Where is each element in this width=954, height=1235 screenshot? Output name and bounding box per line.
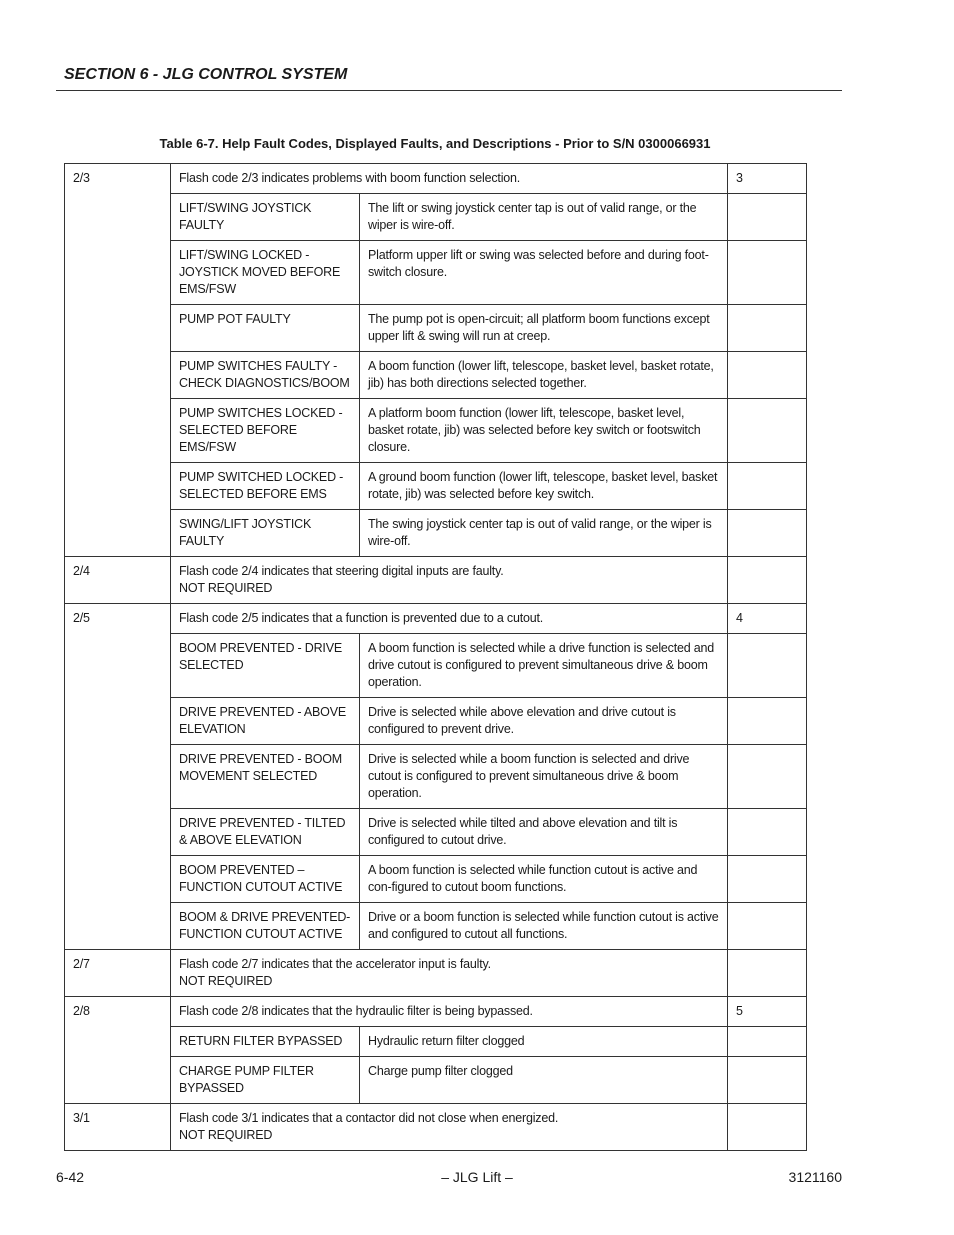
flash-code-summary — [171, 604, 728, 634]
displayed-fault: PUMP SWITCHES FAULTY - CHECK DIAGNOSTICS/BOOM — [171, 352, 360, 399]
priority-cell-empty — [728, 399, 807, 463]
displayed-fault: BOOM & DRIVE PREVENTED-FUNCTION CUTOUT ACTIVE — [171, 903, 360, 950]
table-row — [65, 352, 807, 399]
priority-cell-empty — [728, 241, 807, 305]
priority-cell-empty — [728, 463, 807, 510]
priority-cell: 4 — [728, 604, 807, 634]
table-row — [65, 557, 807, 604]
fault-description: The lift or swing joystick center tap is out of valid range, or the wiper is wire-off. — [360, 194, 728, 241]
flash-code: 2/5 — [65, 604, 171, 950]
fault-description: A boom function (lower lift, telescope, basket level, basket rotate, jib) has both directions selected together. — [360, 352, 728, 399]
displayed-fault: DRIVE PREVENTED - BOOM MOVEMENT SELECTED — [171, 745, 360, 809]
table-row — [65, 997, 807, 1027]
fault-description: A boom function is selected while function cutout is active and con-figured to cutout boom functions. — [360, 856, 728, 903]
summary-text: Flash code 2/4 indicates that steering digital inputs are faulty. — [179, 564, 504, 578]
fault-description: A platform boom function (lower lift, telescope, basket level, basket rotate, jib) was selected before key switch or footswitch closure. — [360, 399, 728, 463]
priority-cell — [728, 950, 807, 997]
displayed-fault: PUMP SWITCHED LOCKED - SELECTED BEFORE EMS — [171, 463, 360, 510]
fault-codes-table — [64, 163, 807, 1151]
priority-cell: 3 — [728, 164, 807, 194]
fault-description: Platform upper lift or swing was selected before and during foot-switch closure. — [360, 241, 728, 305]
flash-code: 2/8 — [65, 997, 171, 1104]
flash-code-summary — [171, 1104, 728, 1151]
summary-text: Flash code 2/5 indicates that a function is prevented due to a cutout. — [179, 611, 544, 625]
priority-cell-empty — [728, 305, 807, 352]
priority-cell — [728, 557, 807, 604]
table-caption: Table 6-7. Help Fault Codes, Displayed Faults, and Descriptions - Prior to S/N 0300066931 — [159, 136, 711, 151]
page-number: 6-42 — [56, 1169, 85, 1185]
flash-code-summary — [171, 950, 728, 997]
displayed-fault: CHARGE PUMP FILTER BYPASSED — [171, 1057, 360, 1104]
flash-code-summary — [171, 164, 728, 194]
priority-cell-empty — [728, 745, 807, 809]
priority-cell-empty — [728, 903, 807, 950]
footer-center-text: – JLG Lift – — [441, 1169, 513, 1185]
fault-description: A ground boom function (lower lift, telescope, basket level, basket rotate, jib) was selected before key switch. — [360, 463, 728, 510]
table-row — [65, 241, 807, 305]
fault-description: Drive or a boom function is selected while function cutout is active and configured to cutout all functions. — [360, 903, 728, 950]
summary-text: Flash code 3/1 indicates that a contactor did not close when energized. — [179, 1111, 559, 1125]
fault-description: Drive is selected while above elevation and drive cutout is configured to prevent drive. — [360, 698, 728, 745]
table-row — [65, 1057, 807, 1104]
priority-cell-empty — [728, 1027, 807, 1057]
displayed-fault: PUMP POT FAULTY — [171, 305, 360, 352]
fault-description: Charge pump filter clogged — [360, 1057, 728, 1104]
fault-description: The swing joystick center tap is out of valid range, or the wiper is wire-off. — [360, 510, 728, 557]
section-title: SECTION 6 - JLG CONTROL SYSTEM — [64, 66, 348, 83]
table-row — [65, 463, 807, 510]
displayed-fault: DRIVE PREVENTED - ABOVE ELEVATION — [171, 698, 360, 745]
flash-code: 3/1 — [65, 1104, 171, 1151]
table-row — [65, 604, 807, 634]
priority-cell-empty — [728, 194, 807, 241]
displayed-fault: DRIVE PREVENTED - TILTED & ABOVE ELEVATION — [171, 809, 360, 856]
table-row — [65, 1027, 807, 1057]
priority-cell-empty — [728, 510, 807, 557]
table-row — [65, 1104, 807, 1151]
displayed-fault: SWING/LIFT JOYSTICK FAULTY — [171, 510, 360, 557]
fault-description: A boom function is selected while a drive function is selected and drive cutout is configured to prevent simultaneous drive & boom operation. — [360, 634, 728, 698]
table-row — [65, 745, 807, 809]
summary-note: NOT REQUIRED — [179, 974, 273, 988]
table-row — [65, 950, 807, 997]
summary-note: NOT REQUIRED — [179, 581, 273, 595]
fault-description: Drive is selected while a boom function is selected and drive cutout is configured to prevent simultaneous drive & boom operation. — [360, 745, 728, 809]
summary-text: Flash code 2/3 indicates problems with boom function selection. — [179, 171, 521, 185]
table-row — [65, 903, 807, 950]
priority-cell-empty — [728, 698, 807, 745]
table-row — [65, 698, 807, 745]
flash-code: 2/3 — [65, 164, 171, 557]
table-row — [65, 399, 807, 463]
fault-description: Drive is selected while tilted and above elevation and tilt is configured to cutout drive. — [360, 809, 728, 856]
table-row — [65, 305, 807, 352]
priority-cell-empty — [728, 856, 807, 903]
displayed-fault: LIFT/SWING JOYSTICK FAULTY — [171, 194, 360, 241]
table-row — [65, 634, 807, 698]
summary-text: Flash code 2/7 indicates that the accelerator input is faulty. — [179, 957, 491, 971]
document-number: 3121160 — [788, 1169, 842, 1185]
displayed-fault: BOOM PREVENTED - DRIVE SELECTED — [171, 634, 360, 698]
fault-description: The pump pot is open-circuit; all platform boom functions except upper lift & swing will run at creep. — [360, 305, 728, 352]
table-row — [65, 856, 807, 903]
flash-code: 2/4 — [65, 557, 171, 604]
displayed-fault: PUMP SWITCHES LOCKED - SELECTED BEFORE EMS/FSW — [171, 399, 360, 463]
displayed-fault: LIFT/SWING LOCKED - JOYSTICK MOVED BEFORE EMS/FSW — [171, 241, 360, 305]
flash-code-summary — [171, 997, 728, 1027]
fault-description: Hydraulic return filter clogged — [360, 1027, 728, 1057]
table-row — [65, 510, 807, 557]
summary-text: Flash code 2/8 indicates that the hydraulic filter is being bypassed. — [179, 1004, 533, 1018]
flash-code: 2/7 — [65, 950, 171, 997]
displayed-fault: RETURN FILTER BYPASSED — [171, 1027, 360, 1057]
table-row — [65, 809, 807, 856]
table-row — [65, 194, 807, 241]
priority-cell — [728, 1104, 807, 1151]
priority-cell: 5 — [728, 997, 807, 1027]
priority-cell-empty — [728, 634, 807, 698]
summary-note: NOT REQUIRED — [179, 1128, 273, 1142]
priority-cell-empty — [728, 352, 807, 399]
priority-cell-empty — [728, 809, 807, 856]
header-divider — [56, 90, 842, 91]
flash-code-summary — [171, 557, 728, 604]
displayed-fault: BOOM PREVENTED – FUNCTION CUTOUT ACTIVE — [171, 856, 360, 903]
priority-cell-empty — [728, 1057, 807, 1104]
table-row — [65, 164, 807, 194]
